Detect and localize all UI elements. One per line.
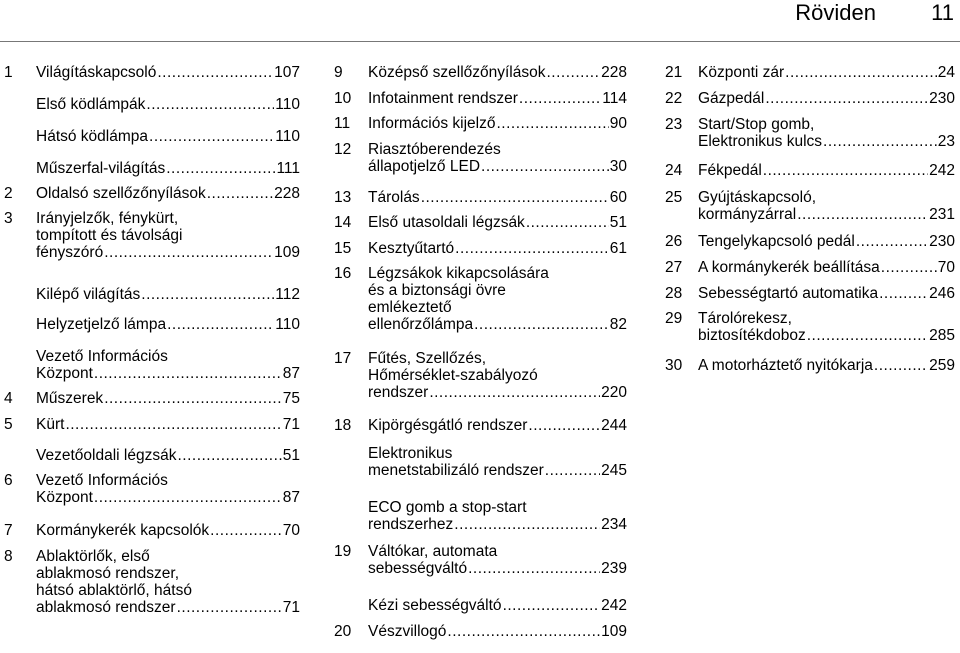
- entry-number: 18: [334, 417, 352, 434]
- entry-line: [36, 316, 300, 333]
- entry-body: [36, 390, 300, 407]
- entry-label: menetstabilizáló rendszer: [368, 462, 544, 479]
- entry-label: Kilépő világítás: [36, 286, 141, 303]
- entry-number: 11: [334, 115, 351, 132]
- entry-body: [698, 310, 955, 344]
- entry-line: [698, 133, 955, 150]
- page-header: [0, 0, 960, 44]
- entry-label: biztosítékdoboz: [698, 327, 806, 344]
- entry-body: [368, 417, 627, 434]
- page-reference[interactable]: 30: [609, 158, 627, 175]
- entry-line: [36, 365, 300, 382]
- entry-line: [368, 623, 627, 640]
- entry-line: [368, 214, 627, 231]
- dot-leader: [874, 357, 928, 374]
- entry-line: [36, 227, 300, 244]
- entry-line: [36, 565, 300, 582]
- page-reference[interactable]: 242: [929, 162, 955, 179]
- dot-leader: [545, 462, 600, 479]
- dot-leader: [210, 522, 282, 539]
- entry-line: [368, 115, 627, 132]
- page-reference[interactable]: 231: [929, 206, 955, 223]
- page-reference[interactable]: 70: [282, 522, 300, 539]
- entry-number: 10: [334, 90, 352, 107]
- entry-label: tompított és távolsági: [36, 227, 183, 244]
- entry-body: [368, 499, 627, 533]
- entry-line: [36, 185, 300, 202]
- dot-leader: [167, 316, 274, 333]
- entry-line: [368, 240, 627, 257]
- entry-body: [36, 416, 300, 433]
- entry-label: Hőmérséklet-szabályozó: [368, 367, 538, 384]
- entry-body: [368, 90, 627, 107]
- entry-body: [36, 185, 300, 202]
- dot-leader: [528, 417, 600, 434]
- page-reference[interactable]: 230: [929, 233, 955, 250]
- entry-line: [368, 64, 627, 81]
- entry-label: sebességváltó: [368, 560, 468, 577]
- entry-label: rendszer: [368, 384, 429, 401]
- entry-line: [36, 599, 300, 616]
- entry-line: [368, 141, 627, 158]
- entry-label: hátsó ablaktörlő, hátsó: [36, 582, 192, 599]
- entry-number: 19: [334, 543, 352, 560]
- entry-label: Helyzetjelző lámpa: [36, 316, 167, 333]
- dot-leader: [104, 390, 282, 407]
- entry-number: 7: [4, 522, 13, 539]
- entry-body: [36, 286, 300, 303]
- entry-body: [368, 543, 627, 577]
- dot-leader: [526, 214, 609, 231]
- entry-number: 23: [665, 116, 683, 133]
- dot-leader: [823, 133, 937, 150]
- page-reference[interactable]: 230: [929, 90, 955, 107]
- entry-line: [368, 462, 627, 479]
- entry-line: [368, 350, 627, 367]
- entry-label: ablakmosó rendszer: [36, 599, 176, 616]
- page-reference[interactable]: 51: [609, 214, 627, 231]
- entry-line: [698, 259, 955, 276]
- entry-number: 5: [4, 416, 13, 433]
- entry-line: [698, 357, 955, 374]
- page-reference[interactable]: 51: [282, 447, 300, 464]
- entry-label: Első utasoldali légzsák: [368, 214, 525, 231]
- entry-body: [36, 348, 300, 382]
- entry-body: [368, 445, 627, 479]
- page-reference[interactable]: 228: [601, 64, 627, 81]
- entry-label: állapotjelző LED: [368, 158, 481, 175]
- page-reference[interactable]: 246: [929, 285, 955, 302]
- entry-label: Start/Stop gomb,: [698, 116, 815, 133]
- entry-line: [368, 499, 627, 516]
- entry-label: rendszerhez: [368, 516, 454, 533]
- entry-label: Kézi sebességváltó: [368, 597, 502, 614]
- entry-line: [698, 310, 955, 327]
- entry-label: ablakmosó rendszer,: [36, 565, 180, 582]
- entry-line: [36, 472, 300, 489]
- entry-label: Sebességtartó automatika: [698, 285, 879, 302]
- entry-body: [698, 162, 955, 179]
- entry-label: Központ: [36, 489, 93, 506]
- page-reference[interactable]: 110: [275, 128, 300, 145]
- entry-label: Tengelykapcsoló pedál: [698, 233, 855, 250]
- entry-body: [36, 96, 300, 113]
- entry-body: [368, 115, 627, 132]
- entry-line: [36, 64, 300, 81]
- entry-line: [368, 516, 627, 533]
- dot-leader: [455, 240, 609, 257]
- dot-leader: [149, 128, 274, 145]
- entry-number: 17: [334, 350, 352, 367]
- entry-body: [368, 597, 627, 614]
- page-number: 11: [931, 0, 954, 25]
- entry-number: 13: [334, 189, 352, 206]
- dot-leader: [497, 115, 609, 132]
- entry-number: 29: [665, 310, 683, 327]
- page-reference[interactable]: 70: [937, 259, 955, 276]
- entry-label: Információs kijelző: [368, 115, 496, 132]
- entry-line: [698, 189, 955, 206]
- dot-leader: [177, 599, 282, 616]
- entry-label: Infotainment rendszer: [368, 90, 518, 107]
- page-reference[interactable]: 87: [282, 365, 300, 382]
- dot-leader: [807, 327, 928, 344]
- entry-body: [368, 265, 627, 333]
- page-reference[interactable]: 259: [929, 357, 955, 374]
- entry-line: [36, 447, 300, 464]
- entry-number: 6: [4, 472, 13, 489]
- entry-line: [368, 299, 627, 316]
- entry-label: Irányjelzők, fénykürt,: [36, 210, 179, 227]
- entry-body: [36, 316, 300, 333]
- entry-line: [36, 96, 300, 113]
- entry-label: és a biztonsági övre: [368, 282, 506, 299]
- entry-line: [36, 489, 300, 506]
- dot-leader: [763, 162, 928, 179]
- dot-leader: [547, 64, 601, 81]
- entry-line: [698, 206, 955, 223]
- entry-line: [36, 286, 300, 303]
- entry-number: 20: [334, 623, 352, 640]
- entry-number: 12: [334, 141, 352, 158]
- entry-body: [36, 64, 300, 81]
- entry-label: Műszerek: [36, 390, 104, 407]
- page-reference[interactable]: 110: [275, 316, 300, 333]
- entry-number: 2: [4, 185, 13, 202]
- page-reference[interactable]: 75: [282, 390, 300, 407]
- entry-label: Kormánykerék kapcsolók: [36, 522, 210, 539]
- entry-label: Vészvillogó: [368, 623, 447, 640]
- entry-body: [36, 548, 300, 616]
- entry-line: [368, 158, 627, 175]
- page-reference[interactable]: 23: [937, 133, 955, 150]
- dot-leader: [104, 244, 273, 261]
- entry-number: 22: [665, 90, 683, 107]
- entry-label: Központ: [36, 365, 93, 382]
- entry-body: [368, 214, 627, 231]
- dot-leader: [765, 90, 928, 107]
- dot-leader: [207, 185, 273, 202]
- page-reference[interactable]: 90: [609, 115, 627, 132]
- dot-leader: [166, 160, 275, 177]
- entry-label: Elektronikus kulcs: [698, 133, 823, 150]
- entry-label: A kormánykerék beállítása: [698, 259, 880, 276]
- entry-label: Oldalsó szellőzőnyílások: [36, 185, 206, 202]
- entry-line: [36, 582, 300, 599]
- entry-line: [36, 160, 300, 177]
- entry-line: [368, 560, 627, 577]
- entry-number: 3: [4, 210, 13, 227]
- entry-label: Fékpedál: [698, 162, 762, 179]
- page-reference[interactable]: 244: [601, 417, 627, 434]
- entry-line: [368, 90, 627, 107]
- dot-leader: [141, 286, 274, 303]
- entry-label: kormányzárral: [698, 206, 797, 223]
- dot-leader: [519, 90, 601, 107]
- entry-label: emlékeztető: [368, 299, 452, 316]
- page-reference[interactable]: 87: [282, 489, 300, 506]
- entry-body: [36, 472, 300, 506]
- entry-line: [698, 64, 955, 81]
- entry-line: [36, 348, 300, 365]
- page-reference[interactable]: 107: [274, 64, 300, 81]
- entry-line: [368, 597, 627, 614]
- page-reference[interactable]: 24: [937, 64, 955, 81]
- page-reference[interactable]: 228: [274, 185, 300, 202]
- dot-leader: [881, 259, 937, 276]
- entry-line: [368, 316, 627, 333]
- page-reference[interactable]: 110: [275, 96, 300, 113]
- entry-label: Műszerfal-világítás: [36, 160, 166, 177]
- entry-body: [36, 210, 300, 261]
- entry-label: Gyújtáskapcsoló,: [698, 189, 817, 206]
- entry-body: [368, 240, 627, 257]
- page-reference[interactable]: 245: [601, 462, 627, 479]
- entry-body: [368, 64, 627, 81]
- entry-line: [36, 390, 300, 407]
- entry-body: [698, 233, 955, 250]
- entry-number: 9: [334, 64, 343, 81]
- dot-leader: [65, 416, 281, 433]
- dot-leader: [503, 597, 601, 614]
- entry-label: ellenőrzőlámpa: [368, 316, 474, 333]
- entry-label: A motorháztető nyitókarja: [698, 357, 873, 374]
- entry-body: [698, 116, 955, 150]
- entry-body: [368, 623, 627, 640]
- entry-label: Kürt: [36, 416, 65, 433]
- dot-leader: [797, 206, 928, 223]
- entry-label: Tárolórekesz,: [698, 310, 792, 327]
- entry-label: Központi zár: [698, 64, 785, 81]
- entry-line: [36, 522, 300, 539]
- dot-leader: [468, 560, 600, 577]
- dot-leader: [177, 447, 281, 464]
- page-reference[interactable]: 220: [601, 384, 627, 401]
- entry-body: [698, 189, 955, 223]
- entry-body: [698, 259, 955, 276]
- entry-line: [698, 327, 955, 344]
- entry-line: [368, 543, 627, 560]
- dot-leader: [447, 623, 600, 640]
- dot-leader: [146, 96, 274, 113]
- dot-leader: [94, 489, 282, 506]
- section-title: Röviden: [795, 0, 876, 25]
- entry-label: Vezetőoldali légzsák: [36, 447, 177, 464]
- entry-body: [698, 64, 955, 81]
- entry-body: [368, 141, 627, 175]
- page-reference[interactable]: 109: [601, 623, 627, 640]
- entry-line: [368, 265, 627, 282]
- entry-number: 27: [665, 259, 683, 276]
- entry-number: 1: [4, 64, 13, 81]
- entry-number: 15: [334, 240, 352, 257]
- entry-number: 4: [4, 390, 13, 407]
- entry-number: 16: [334, 265, 352, 282]
- entry-number: 24: [665, 162, 683, 179]
- dot-leader: [474, 316, 609, 333]
- entry-body: [698, 357, 955, 374]
- entry-body: [36, 160, 300, 177]
- entry-label: Vezető Információs: [36, 348, 168, 365]
- entry-number: 8: [4, 548, 13, 565]
- dot-leader: [785, 64, 937, 81]
- entry-label: Kipörgésgátló rendszer: [368, 417, 528, 434]
- dot-leader: [429, 384, 600, 401]
- entry-body: [36, 447, 300, 464]
- page-reference[interactable]: 71: [282, 416, 300, 433]
- header-divider: [0, 41, 960, 42]
- entry-label: Ablaktörlők, első: [36, 548, 150, 565]
- entry-number: 25: [665, 189, 683, 206]
- entry-label: Kesztyűtartó: [368, 240, 455, 257]
- entry-label: Első ködlámpák: [36, 96, 146, 113]
- entry-line: [368, 367, 627, 384]
- entry-label: Riasztóberendezés: [368, 141, 501, 158]
- entry-label: Hátsó ködlámpa: [36, 128, 149, 145]
- entry-line: [698, 116, 955, 133]
- entry-line: [698, 90, 955, 107]
- entry-line: [698, 162, 955, 179]
- entry-line: [368, 282, 627, 299]
- page-reference[interactable]: 61: [609, 240, 627, 257]
- entry-line: [368, 189, 627, 206]
- page-reference[interactable]: 114: [602, 90, 627, 107]
- entry-label: Váltókar, automata: [368, 543, 498, 560]
- entry-body: [368, 189, 627, 206]
- entry-label: fényszóró: [36, 244, 104, 261]
- entry-label: Elektronikus: [368, 445, 453, 462]
- entry-label: Tárolás: [368, 189, 420, 206]
- entry-line: [36, 210, 300, 227]
- page-reference[interactable]: 285: [929, 327, 955, 344]
- entry-line: [36, 548, 300, 565]
- dot-leader: [879, 285, 928, 302]
- page-reference[interactable]: 242: [601, 597, 627, 614]
- page-reference[interactable]: 239: [601, 560, 627, 577]
- dot-leader: [454, 516, 600, 533]
- entry-number: 28: [665, 285, 683, 302]
- page-reference[interactable]: 60: [609, 189, 627, 206]
- entry-line: [698, 285, 955, 302]
- entry-line: [368, 384, 627, 401]
- entry-line: [368, 445, 627, 462]
- entry-label: Középső szellőzőnyílások: [368, 64, 546, 81]
- entry-line: [36, 416, 300, 433]
- entry-number: 14: [334, 214, 352, 231]
- entry-label: ECO gomb a stop-start: [368, 499, 527, 516]
- entry-number: 26: [665, 233, 683, 250]
- page-reference[interactable]: 234: [601, 516, 627, 533]
- entry-label: Vezető Információs: [36, 472, 168, 489]
- page-reference[interactable]: 109: [274, 244, 300, 261]
- entry-line: [698, 233, 955, 250]
- entry-label: Gázpedál: [698, 90, 765, 107]
- entry-line: [36, 244, 300, 261]
- entry-line: [368, 417, 627, 434]
- entry-body: [36, 128, 300, 145]
- dot-leader: [856, 233, 928, 250]
- dot-leader: [481, 158, 609, 175]
- dot-leader: [94, 365, 282, 382]
- entry-body: [36, 522, 300, 539]
- page-reference[interactable]: 112: [275, 286, 300, 303]
- entry-label: Légzsákok kikapcsolására: [368, 265, 549, 282]
- page-reference[interactable]: 111: [276, 160, 300, 177]
- dot-leader: [421, 189, 609, 206]
- entry-label: Világításkapcsoló: [36, 64, 157, 81]
- page-reference[interactable]: 71: [282, 599, 300, 616]
- entry-label: Fűtés, Szellőzés,: [368, 350, 487, 367]
- entry-line: [36, 128, 300, 145]
- entry-number: 30: [665, 357, 683, 374]
- entry-body: [698, 90, 955, 107]
- dot-leader: [157, 64, 273, 81]
- entry-number: 21: [665, 64, 683, 81]
- page-reference[interactable]: 82: [609, 316, 627, 333]
- entry-body: [368, 350, 627, 401]
- entry-body: [698, 285, 955, 302]
